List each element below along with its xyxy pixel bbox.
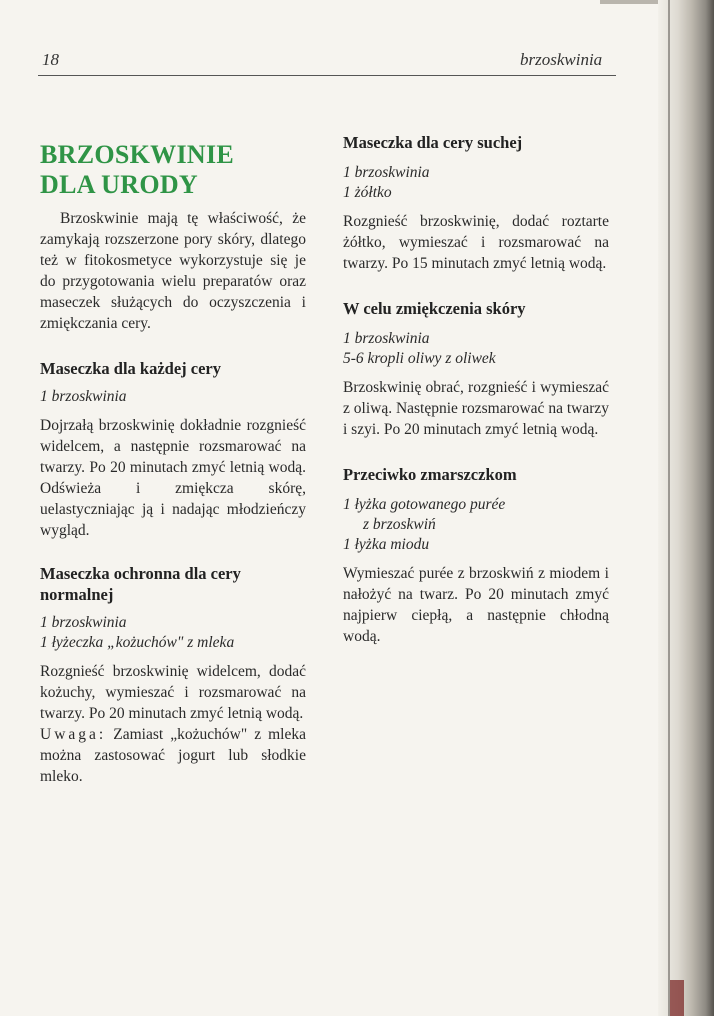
recipe-text-wrinkles: Wymieszać purée z brzoskwiń z miodem i nałożyć na twarz. Po 20 minutach zmyć najpierw ciepłą, a następnie chłodną wodą. <box>343 565 609 645</box>
left-column <box>40 208 306 787</box>
ingredient-line: 5-6 kropli oliwy z oliwek <box>343 350 496 367</box>
recipe-text-dry: Rozgnieść brzoskwinię, dodać roztarte żółtko, wymieszać i rozsmarować na twarzy. Po 15 minutach zmyć letnią wodą. <box>343 213 609 272</box>
ingredient-line: 1 łyżka miodu <box>343 536 430 553</box>
ingredient-line: 1 żółtko <box>343 184 392 201</box>
recipe-title-wrinkles: Przeciwko zmarszczkom <box>343 465 517 484</box>
ingredient-line: 1 łyżka gotowanego purée <box>343 496 506 513</box>
recipe-title-normal: Maseczka ochronna dla cery normalnej <box>40 564 241 604</box>
ingredient-line: 1 brzoskwinia <box>343 330 430 347</box>
note-text: Zamiast „kożuchów" z mleka można zastosować jogurt lub słodkie mleko. <box>40 726 306 785</box>
recipe-title-soften: W celu zmiękczenia skóry <box>343 299 526 318</box>
chapter-title-line-1: BRZOSKWINIE <box>40 140 235 169</box>
page-number: 18 <box>42 50 59 69</box>
ingredients-soften <box>343 329 609 369</box>
intro-paragraph: Brzoskwinie mają tę właściwość, że zamykają rozszerzone pory skóry, dlatego też w fitokosmetyce wykorzystuje się je do przygotowania wielu preparatów oraz maseczek służących do oczyszczenia i zmiękczania cery. <box>40 210 306 332</box>
chapter-title-line-2: DLA URODY <box>40 170 198 199</box>
recipe-title-dry: Maseczka dla cery suchej <box>343 133 523 152</box>
book-spine-shadow <box>658 0 714 1016</box>
chapter-title <box>40 140 234 200</box>
ingredients-each <box>40 387 306 407</box>
ingredient-line: 1 brzoskwinia <box>343 164 430 181</box>
ingredient-line-continued: z brzoskwiń <box>363 516 436 533</box>
note-label: Uwaga: <box>40 726 107 743</box>
recipe-text-each: Dojrzałą brzoskwinię dokładnie rozgnieść widelcem, a następnie rozsmarować na twarzy. Po 20 minutach zmyć letnią wodą. Odświeża i zmiękcza skórę, uelastyczniając ją i nadając młodzieńczy wygląd. <box>40 417 306 539</box>
ingredients-dry <box>343 163 609 203</box>
ingredients-normal <box>40 613 306 653</box>
recipe-note-normal <box>40 724 306 787</box>
page-edge-mark <box>600 0 660 4</box>
ingredient-line: 1 brzoskwinia <box>40 614 127 631</box>
right-column <box>343 132 609 647</box>
ingredient-line: 1 brzoskwinia <box>40 388 127 405</box>
ingredient-line: 1 łyżeczka „kożuchów" z mleka <box>40 634 235 651</box>
spine-line <box>668 0 670 1016</box>
recipe-text-soften: Brzoskwinię obrać, rozgnieść i wymieszać z oliwą. Następnie rozsmarować na twarzy i szyi. Po 20 minutach zmyć letnią wodą. <box>343 379 609 438</box>
ingredients-wrinkles <box>343 495 609 555</box>
spine-ribbon <box>670 980 684 1016</box>
recipe-title-each: Maseczka dla każdej cery <box>40 359 221 378</box>
recipe-text-normal: Rozgnieść brzoskwinię widelcem, dodać kożuchy, wymieszać i rozsmarować na twarzy. Po 20 minutach zmyć letnią wodą. <box>40 663 306 722</box>
header-rule <box>38 75 616 76</box>
running-title: brzoskwinia <box>520 50 603 69</box>
